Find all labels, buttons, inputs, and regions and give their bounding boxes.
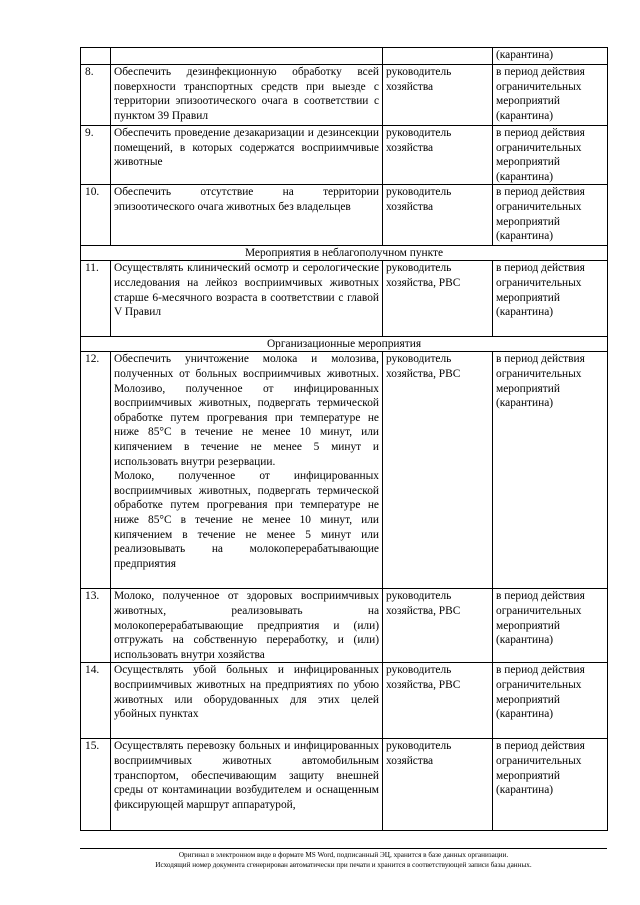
table-row	[81, 352, 608, 589]
action-cell	[111, 48, 383, 65]
term-cell: (карантина)	[493, 48, 608, 65]
responsible-cell: руководитель хозяйства	[383, 126, 493, 185]
action-cell: Обеспечить отсутствие на территории эпизоотического очага животных без владельцев	[111, 185, 383, 246]
responsible-cell: руководитель хозяйства, РВС	[383, 589, 493, 663]
row-number	[81, 48, 111, 65]
row-number: 8.	[81, 65, 111, 126]
section-heading: Мероприятия в неблагополучном пункте	[81, 246, 608, 261]
responsible-cell: руководитель хозяйства, РВС	[383, 352, 493, 589]
term-cell: в период действия ограничительных мероприятий (карантина)	[493, 589, 608, 663]
action-cell: Обеспечить проведение дезакаризации и дезинсекции помещений, в которых содержатся восприимчивые животные	[111, 126, 383, 185]
row-number: 15.	[81, 739, 111, 831]
table-row	[81, 589, 608, 663]
footer-divider	[80, 848, 607, 849]
row-number: 9.	[81, 126, 111, 185]
table-row	[81, 663, 608, 739]
responsible-cell: руководитель хозяйства	[383, 185, 493, 246]
action-cell: Молоко, полученное от здоровых восприимчивых животных, реализовывать на молокоперерабатывающие предприятия и (или) отгружать на собственную переработку, и (или) использовать внутри хозяйства	[111, 589, 383, 663]
section-heading: Организационные мероприятия	[81, 337, 608, 352]
term-cell: в период действия ограничительных мероприятий (карантина)	[493, 126, 608, 185]
term-cell: в период действия ограничительных мероприятий (карантина)	[493, 663, 608, 739]
term-cell: в период действия ограничительных мероприятий (карантина)	[493, 65, 608, 126]
action-cell: Осуществлять клинический осмотр и серологические исследования на лейкоз восприимчивых животных старше 6-месячного возраста в соответствии с главой V Правил	[111, 261, 383, 337]
row-number: 14.	[81, 663, 111, 739]
table-row	[81, 48, 608, 65]
table-row	[81, 65, 608, 126]
term-cell: в период действия ограничительных мероприятий (карантина)	[493, 739, 608, 831]
responsible-cell: руководитель хозяйства	[383, 739, 493, 831]
footer-line-2: Исходящий номер документа сгенерирован автоматически при печати и хранится в соответствующей записи базы данных.	[155, 861, 532, 869]
section-row	[81, 246, 608, 261]
row-number: 12.	[81, 352, 111, 589]
action-cell: Обеспечить дезинфекционную обработку всей поверхности транспортных средств при выезде с территории эпизоотического очага в соответствии с пунктом 39 Правил	[111, 65, 383, 126]
table-row	[81, 739, 608, 831]
action-cell: Осуществлять убой больных и инфицированных восприимчивых животных на предприятиях по убою животных или оборудованных для этих целей убойных пунктах	[111, 663, 383, 739]
table-row	[81, 185, 608, 246]
term-cell: в период действия ограничительных мероприятий (карантина)	[493, 261, 608, 337]
row-number: 13.	[81, 589, 111, 663]
measures-table	[80, 47, 608, 831]
section-row	[81, 337, 608, 352]
responsible-cell: руководитель хозяйства	[383, 65, 493, 126]
action-cell: Осуществлять перевозку больных и инфицированных восприимчивых животных автомобильным транспортом, обеспечивающим защиту внешней среды от контаминации возбудителем и оснащенным фиксирующей маршрут аппаратурой,	[111, 739, 383, 831]
responsible-cell: руководитель хозяйства, РВС	[383, 663, 493, 739]
footer-line-1: Оригинал в электронном виде в формате MS Word, подписанный ЭЦ, хранится в базе данных организации.	[178, 851, 509, 859]
action-cell	[111, 352, 383, 589]
action-paragraph: Обеспечить уничтожение молока и молозива, полученных от больных восприимчивых животных. Молозиво, полученное от инфицированных восприимчивых животных, подвергать термической обработке путем прогревания при температуре не ниже 85°C в течение не менее 10 минут, или кипячением в течение не менее 5 минут и использовать внутри резервации.	[114, 353, 379, 468]
page-footer	[80, 850, 607, 870]
table-row	[81, 261, 608, 337]
responsible-cell	[383, 48, 493, 65]
action-paragraph: Молоко, полученное от инфицированных восприимчивых животных, подвергать термической обработке путем прогревания при температуре не ниже 85°C в течение не менее 10 минут, или кипячением в течение не менее 5 минут или реализовывать на молокоперерабатывающие предприятия	[114, 470, 379, 570]
table-row	[81, 126, 608, 185]
responsible-cell: руководитель хозяйства, РВС	[383, 261, 493, 337]
row-number: 10.	[81, 185, 111, 246]
row-number: 11.	[81, 261, 111, 337]
term-cell: в период действия ограничительных мероприятий (карантина)	[493, 185, 608, 246]
term-cell: в период действия ограничительных мероприятий (карантина)	[493, 352, 608, 589]
